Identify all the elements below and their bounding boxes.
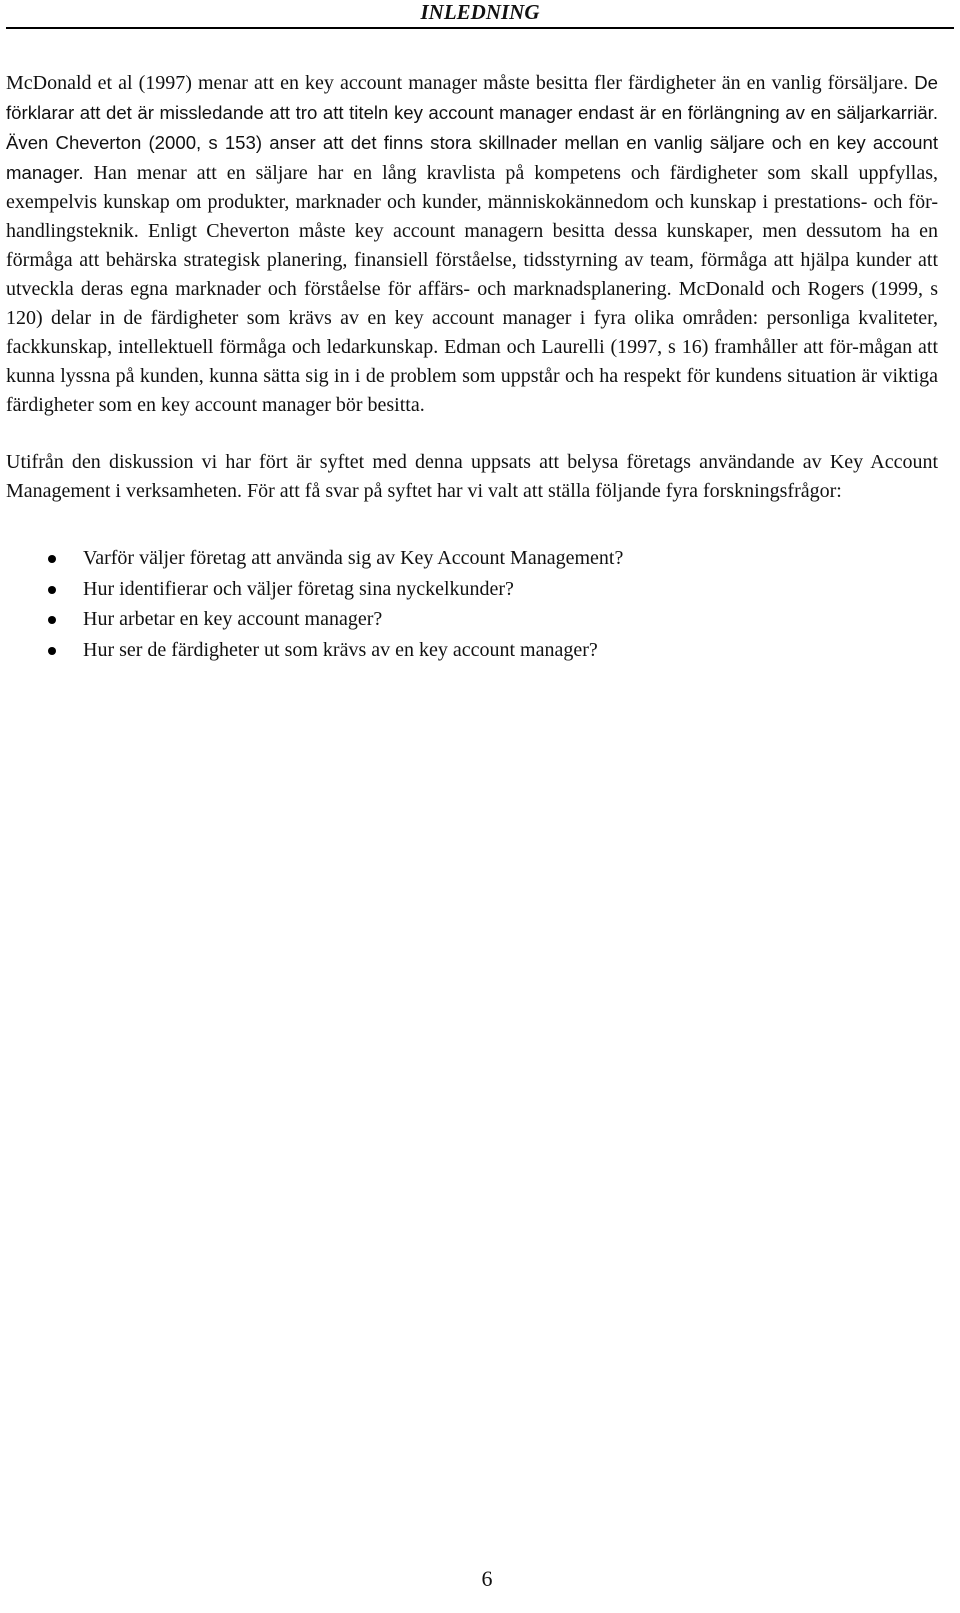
page-header: [6, 0, 954, 29]
paragraph-intro-part2: De förklarar att det är missledande att tro att titeln key account manager endast är en förlängning av en säljarkarriär. Även Cheverton (2000, s 153) anser att det finns stora skillnader mellan en vanlig säljare och en key account manager.: [6, 72, 938, 183]
paragraph-intro-part1: McDonald et al (1997) menar att en key account manager måste besitta fler färdigheter än en vanlig försäljare.: [6, 72, 915, 94]
page-number: 6: [481, 1566, 493, 1591]
question-text: Hur arbetar en key account manager?: [83, 608, 383, 630]
list-item: [6, 604, 938, 635]
paragraph-intro-part4: Enligt Cheverton måste key account managern besitta dessa kunskaper, men dessutom ha en förmåga att behärska strategisk planering, finansiell förståelse, tidsstyrning av team, förmåga att hjälpa kunder att utveckla deras egna marknader och förståelse för affärs- och marknadsplanering. McDonald och Rogers (1999, s 120) delar in de färdigheter som krävs av en key account manager i fyra olika områden: personliga kvaliteter, fackkunskap, intellektuell förmåga och ledarkunskap. Edman och Laurelli (1997, s 16) framhåller att för-mågan att kunna lyssna på kunden, kunna sätta sig in i de problem som uppstår och ha respekt för kundens situation är viktiga färdigheter som en key account manager bör besitta.: [6, 220, 938, 416]
question-text: Hur identifierar och väljer företag sina nyckelkunder?: [83, 577, 514, 600]
bullet-icon: [48, 616, 56, 624]
paragraph-intro: [6, 68, 938, 420]
list-item: [6, 574, 938, 605]
paragraph-purpose: Utifrån den diskussion vi har fört är syftet med denna uppsats att belysa företags användande av Key Account Management i verksamheten. För att få svar på syftet har vi valt att ställa följande fyra forskningsfrågor:: [6, 451, 938, 502]
main-content: [6, 68, 938, 665]
research-questions-list: [6, 543, 938, 665]
paragraph-intro-part3: Han menar att en säljare har en lång kravlista på kompetens och färdigheter som skall uppfyllas, exempelvis kunskap om produkter, marknader och kunder, människokännedom och kunskap i prestations- och för-handlingsteknik.: [6, 162, 938, 242]
list-item: [6, 543, 938, 574]
bullet-icon: [48, 555, 56, 563]
question-text: Varför väljer företag att använda sig av Key Account Management?: [83, 547, 624, 569]
bullet-icon: [48, 586, 56, 594]
list-item: [6, 635, 938, 666]
bullet-icon: [48, 647, 56, 655]
chapter-title: INLEDNING: [420, 0, 540, 24]
question-text: Hur ser de färdigheter ut som krävs av en key account manager?: [83, 638, 598, 661]
